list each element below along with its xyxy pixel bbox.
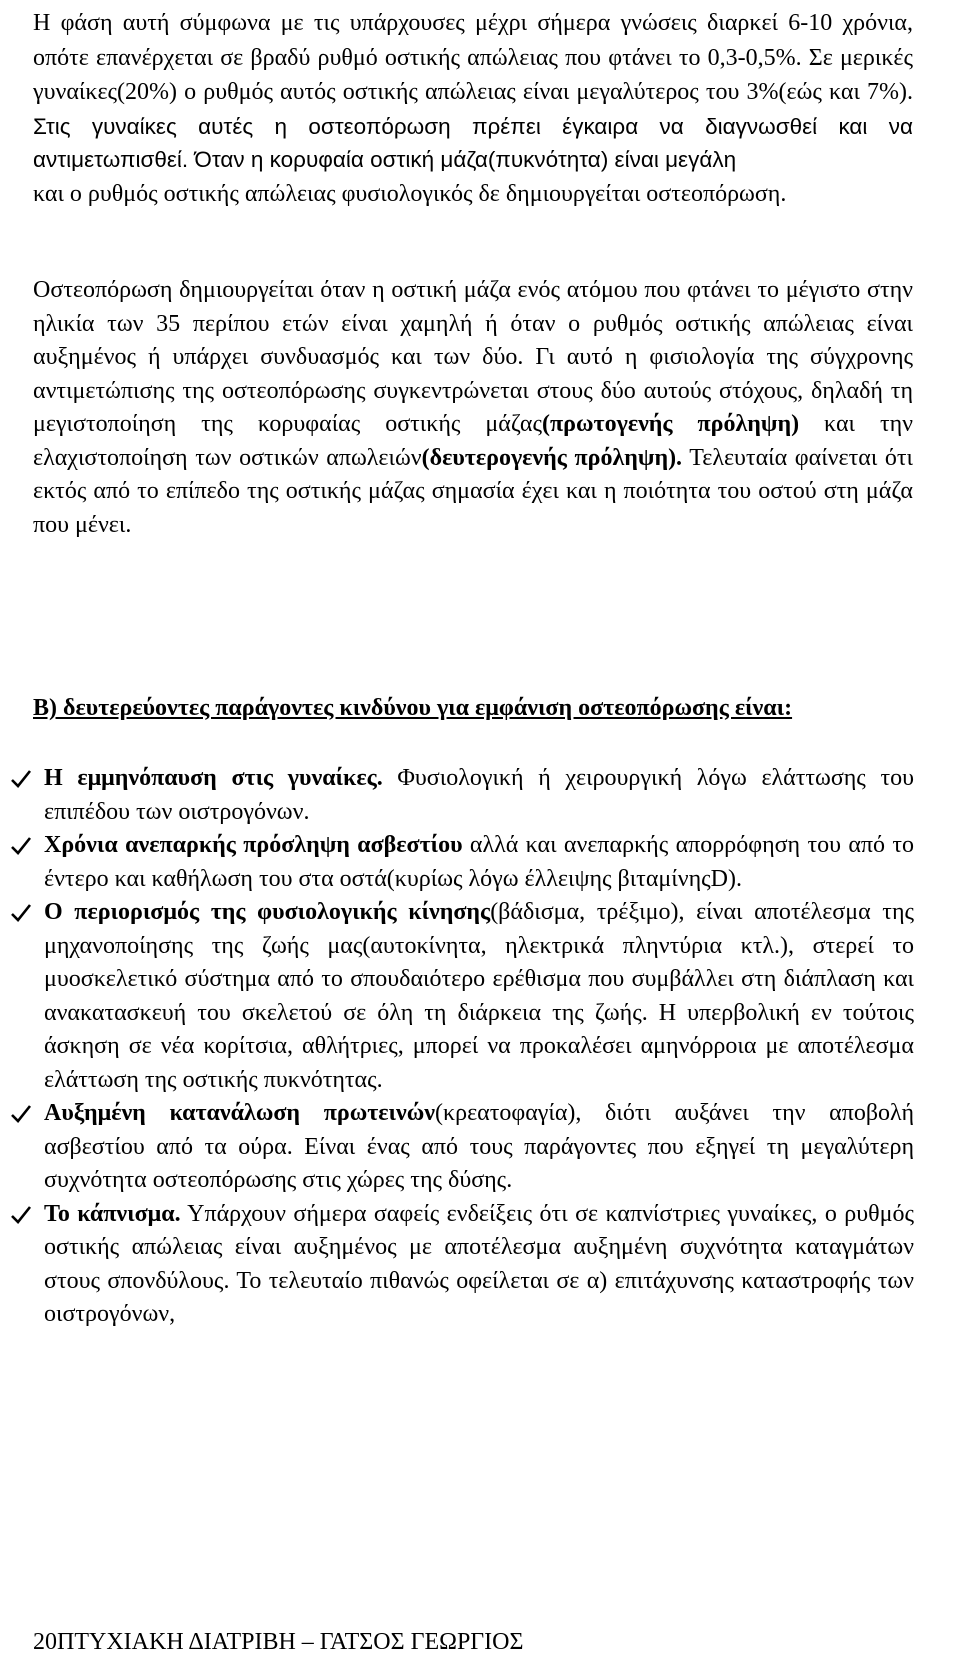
list-item (0, 762, 914, 829)
list-item (0, 896, 914, 1097)
text-run: Στις γυναίκες αυτές η οστεοπόρωση πρέπει έγκαιρα να διαγνωσθεί και να αντιμετωπισθεί. Όταν η κορυφαία οστική μάζα(πυκνότητα) είναι μεγάλη (33, 113, 913, 172)
checkmark-icon (9, 767, 33, 791)
text-run: Τελευταία φαίνεται ότι εκτός από το επίπεδο της οστικής μάζας σημασία έχει και η ποιότητα του οστού στη μάζα που μένει. (33, 444, 914, 538)
list-item-text: (βάδισμα, τρέξιμο), είναι αποτέλεσμα της μηχανοποίησης της ζωής μας(αυτοκίνητα, ηλεκτρικά πληντύρια κτλ.), στερεί το μυοσκελετικό σύστημα από το σπουδαιότερο ερέθισμα που συμβάλλει στη διάπλαση και ανακατασκευή του σκελετού σε όλη τη διάρκεια της ζωής. Η υπερβολική εν τούτοις άσκηση σε νέα κορίτσια, αθλήτριες, μπορεί να προκαλέσει αμηνόρροια με αποτέλεσμα ελάττωση της οστικής πυκνότητας. (44, 899, 914, 1093)
checkmark-icon (9, 1102, 33, 1126)
footer-title: ΠΤΥΧΙΑΚΗ ΔΙΑΤΡΙΒΗ – ΓΑΤΣΟΣ ΓΕΩΡΓΙΟΣ (57, 1629, 524, 1655)
section-heading: Β) δευτερεύοντες παράγοντες κινδύνου για εμφάνιση οστεοπόρωσης είναι: (33, 695, 793, 721)
list-item (0, 829, 914, 896)
page-number: 20 (33, 1629, 57, 1655)
paragraph-phase-bone-loss (33, 6, 913, 211)
list-item (0, 1198, 914, 1332)
bold-text-primary-prevention: (πρωτογενής πρόληψη) (542, 411, 800, 437)
list-item-text: Φυσιολογική ή χειρουργική λόγω ελάττωσης του επιπέδου των οιστρογόνων. (44, 765, 914, 825)
list-item-bold: Η εμμηνόπαυση στις γυναίκες. (44, 765, 383, 791)
page-footer (33, 1627, 933, 1657)
checkmark-icon (9, 901, 33, 925)
checkmark-icon (9, 1203, 33, 1227)
list-item-bold: Ο περιορισμός της φυσιολογικής κίνησης (44, 899, 491, 925)
risk-factors-checklist (0, 762, 960, 1332)
checkmark-icon (9, 834, 33, 858)
list-item-bold: Χρόνια ανεπαρκής πρόσληψη ασβεστίου (44, 832, 463, 858)
text-run: και ο ρυθμός οστικής απώλειας φυσιολογικός δε δημιουργείται οστεοπόρωση. (33, 180, 787, 207)
text-run: Η φάση αυτή σύμφωνα με τις υπάρχουσες μέχρι σήμερα γνώσεις διαρκεί 6-10 χρόνια, οπότε επανέρχεται σε βραδύ ρυθμό οστικής απώλειας που φτάνει το 0,3-0,5%. Σε μερικές γυναίκες(20%) ο ρυθμός αυτός οστικής απώλειας είναι μεγαλύτερος του 3%(εώς και 7%). (33, 10, 913, 105)
list-item-bold: Το κάπνισμα. (44, 1200, 181, 1227)
text-run: και την ελαχιστοποίηση των οστικών απωλειών (33, 411, 913, 471)
bold-text-secondary-prevention: (δευτερογενής πρόληψη). (421, 444, 683, 471)
list-item-text: Υπάρχουν σήμερα σαφείς ενδείξεις ότι σε καπνίστριες γυναίκες, ο ρυθμός οστικής απώλειας είναι αυξημένος με αποτέλεσμα αυξημένη συχνότητα καταγμάτων στους σπονδύλους. Το τελευταίο πιθανώς οφείλεται σε α) επιτάχυνσης καταστροφής των οιστρογόνων, (44, 1200, 914, 1327)
list-item-text: αλλά και ανεπαρκής απορρόφηση του από το έντερο και καθήλωση του στα οστά(κυρίως λόγω έλλειψης βιταμίνηςD). (44, 832, 914, 892)
paragraph-osteoporosis-causes (33, 274, 913, 542)
text-run: Οστεοπόρωση δημιουργείται όταν η οστική μάζα ενός ατόμου που φτάνει το μέγιστο στην ηλικία των 35 περίπου ετών είναι χαμηλή ή όταν ο ρυθμός οστικής απώλειας είναι αυξημένος ή υπάρχει συνδυασμός και των δύο. Γι αυτό η φισιολογία της σύγχρονης αντιμετώπισης της οστεοπόρωσης συγκεντρώνεται στους δύο αυτούς στόχους, δηλαδή τη μεγιστοποίηση της κορυφαίας οστικής μάζας (33, 277, 913, 437)
list-item-bold: Αυξημένη κατανάλωση πρωτεινών (44, 1100, 435, 1126)
list-item-text: (κρεατοφαγία), διότι αυξάνει την αποβολή ασβεστίου από τα ούρα. Είναι ένας από τους παράγοντες που εξηγεί τη μεγαλύτερη συχνότητα οστεοπόρωσης στις χώρες της δύσης. (44, 1100, 915, 1193)
list-item (0, 1097, 914, 1198)
